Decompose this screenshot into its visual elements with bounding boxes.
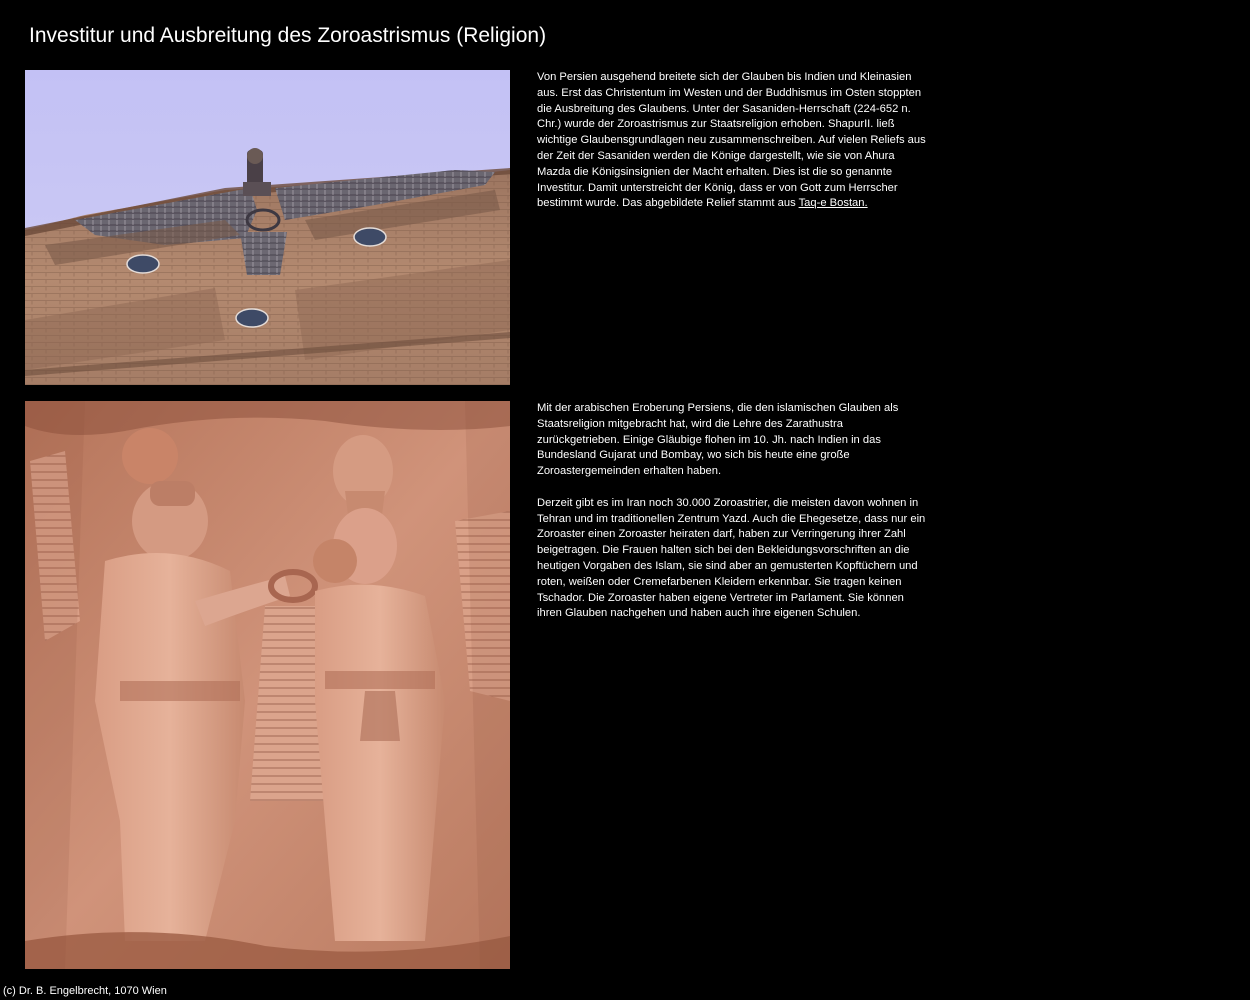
intro-paragraph <box>537 70 927 212</box>
faravahar-photo <box>25 70 510 385</box>
taq-e-bostan-link[interactable]: Taq-e Bostan. <box>798 197 868 210</box>
intro-text <box>537 70 927 212</box>
history-text <box>537 401 927 622</box>
page-title: Investitur und Ausbreitung des Zoroastrismus (Religion) <box>29 24 547 47</box>
investiture-relief-photo <box>25 401 510 969</box>
investiture-relief-image <box>25 401 510 969</box>
history-paragraph-2: Derzeit gibt es im Iran noch 30.000 Zoroastrier, die meisten davon wohnen in Tehran und im traditionellen Zentrum Yazd. Auch die Ehegesetze, dass nur ein Zoroaster einen Zoroaster heiraten darf, haben zur Verringerung ihrer Zahl beigetragen. Die Frauen halten sich bei den Bekleidungsvorschriften an die heutigen Vorgaben des Islam, sie sind aber an gemusterten Kopftüchern und roten, weißen oder Cremefarbenen Kleidern erkennbar. Sie tragen keinen Tschador. Die Zoroaster haben eigene Vertreter im Parlament. Sie können ihren Glauben nachgehen und haben auch ihre eigenen Schulen. <box>537 496 926 620</box>
faravahar-image <box>25 70 510 385</box>
copyright-footer: (c) Dr. B. Engelbrecht, 1070 Wien <box>3 985 167 997</box>
intro-paragraph-text: Von Persien ausgehend breitete sich der Glauben bis Indien und Kleinasien aus. Erst das Christentum im Westen und der Buddhismus im Osten stoppten die Ausbreitung des Glaubens. Unter der Sasaniden-Herrschaft (224-652 n. Chr.) wurde der Zoroastrismus zur Staatsreligion erhoben. ShapurII. ließ wichtige Glaubensgrundlagen neu zusammenschreiben. Auf vielen Reliefs aus der Zeit der Sasaniden werden die Könige dargestellt, wie sie von Ahura Mazda die Königsinsignien der Macht erhalten. Dies ist die so genannte Investitur. Damit unterstreicht der König, dass er von Gott zum Herrscher bestimmt wurde. Das abgebildete Relief stammt aus <box>537 71 926 210</box>
history-paragraph-1: Mit der arabischen Eroberung Persiens, die den islamischen Glauben als Staatsreligion mitgebracht hat, wird die Lehre des Zarathustra zurückgetrieben. Einige Gläubige flohen im 10. Jh. nach Indien in das Bundesland Gujarat und Bombay, wo sich bis heute eine große Zoroastergemeinden erhalten haben. <box>537 402 899 478</box>
